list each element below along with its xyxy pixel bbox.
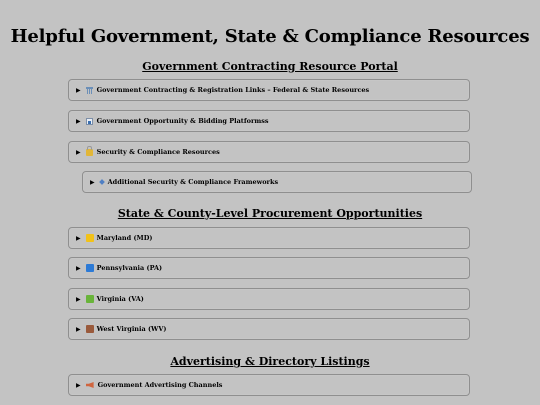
bar-chart-icon (86, 118, 93, 125)
expand-arrow-icon: ▶ (76, 295, 81, 303)
expand-arrow-icon: ▶ (76, 381, 81, 389)
brown-square-icon (86, 325, 94, 333)
expand-arrow-icon: ▶ (76, 264, 81, 272)
accordion-label: Maryland (MD) (96, 234, 153, 242)
expand-arrow-icon: ▶ (90, 178, 95, 186)
accordion-label: Government Advertising Channels (97, 381, 223, 389)
accordion-pennsylvania[interactable] (68, 257, 470, 279)
accordion-security-compliance[interactable] (68, 141, 470, 163)
accordion-bidding-platforms[interactable] (68, 110, 470, 132)
expand-arrow-icon: ▶ (76, 117, 81, 125)
accordion-label: Government Opportunity & Bidding Platformss (96, 117, 269, 125)
expand-arrow-icon: ▶ (76, 86, 81, 94)
accordion-west-virginia[interactable] (68, 318, 470, 340)
accordion-label: Government Contracting & Registration Links – Federal & State Resources (96, 86, 370, 94)
lock-icon (86, 149, 93, 156)
expand-arrow-icon: ▶ (76, 325, 81, 333)
accordion-virginia[interactable] (68, 288, 470, 310)
accordion-label: Pennsylvania (PA) (96, 264, 163, 272)
expand-arrow-icon: ▶ (76, 148, 81, 156)
expand-arrow-icon: ▶ (76, 234, 81, 242)
accordion-label: West Virginia (WV) (96, 325, 167, 333)
diamond-icon (99, 179, 105, 185)
accordion-advertising-channels[interactable] (68, 374, 470, 396)
accordion-maryland[interactable] (68, 227, 470, 249)
page-title: Helpful Government, State & Compliance Resources (10, 26, 530, 47)
accordion-label: Security & Compliance Resources (96, 148, 220, 156)
blue-square-icon (86, 264, 94, 272)
section-heading-portal: Government Contracting Resource Portal (142, 60, 398, 73)
accordion-label: Additional Security & Compliance Frameworks (107, 178, 279, 186)
accordion-label: Virginia (VA) (96, 295, 144, 303)
megaphone-icon (86, 382, 94, 388)
accordion-additional-frameworks[interactable] (82, 171, 472, 193)
section-heading-state: State & County-Level Procurement Opportunities (117, 207, 423, 220)
green-square-icon (86, 295, 94, 303)
yellow-square-icon (86, 234, 94, 242)
bank-icon (86, 87, 93, 94)
accordion-contracting-links[interactable] (68, 79, 470, 101)
section-heading-advertising: Advertising & Directory Listings (170, 355, 370, 368)
